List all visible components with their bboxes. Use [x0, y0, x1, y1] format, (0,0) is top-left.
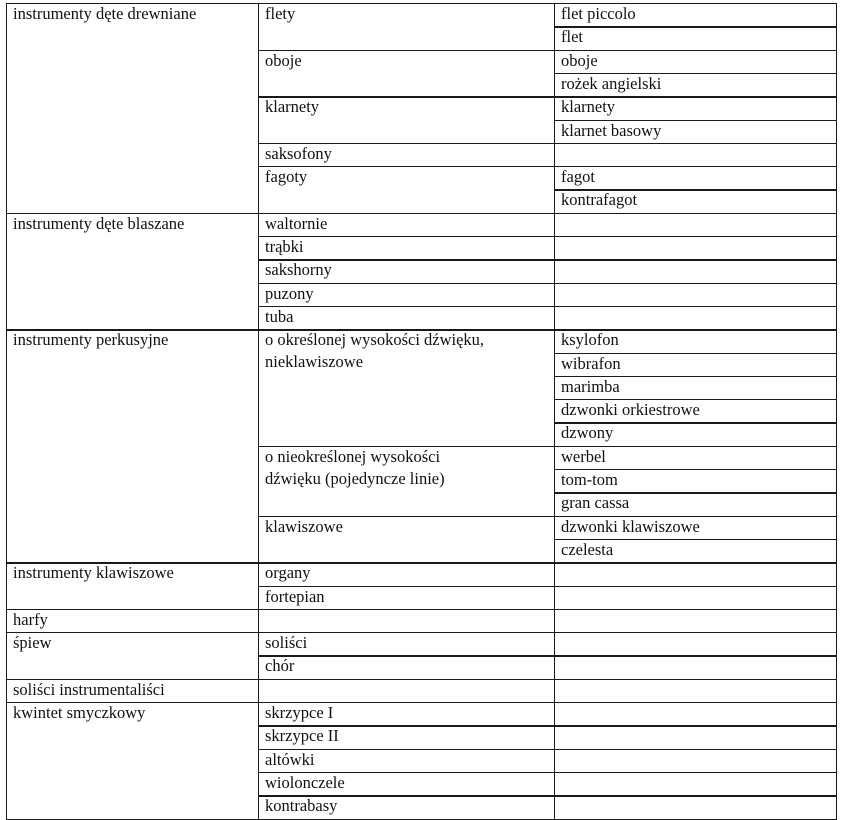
- subgroup-label: soliści: [265, 633, 308, 653]
- column-border: [6, 3, 7, 820]
- item-cell: rożek angielski: [561, 73, 662, 93]
- subgroup-label: kontrabasy: [265, 796, 338, 816]
- subgroup-label: flety: [265, 4, 296, 23]
- item-cell: marimba: [561, 376, 620, 396]
- subgroup-label: skrzypce II: [265, 726, 339, 746]
- subgroup-label: saksofony: [265, 143, 332, 163]
- subgroup-label: fortepian: [265, 586, 325, 606]
- item-cell: oboje: [561, 50, 598, 70]
- subgroup-label: tuba: [265, 306, 294, 326]
- item-cell: flet: [561, 27, 583, 47]
- subgroup-label: wiolonczele: [265, 772, 345, 792]
- group-label: instrumenty dęte blaszane: [13, 213, 185, 233]
- item-cell: kontrafagot: [561, 190, 638, 210]
- subgroup-label: oboje: [265, 50, 302, 70]
- item-cell: dzwony: [561, 423, 614, 443]
- subgroup-label: trąbki: [265, 237, 304, 256]
- group-label: śpiew: [13, 633, 52, 653]
- group-label: instrumenty perkusyjne: [13, 330, 169, 350]
- item-cell: klarnet basowy: [561, 120, 662, 140]
- item-cell: dzwonki orkiestrowe: [561, 400, 700, 420]
- group-label: instrumenty klawiszowe: [13, 563, 174, 583]
- item-cell: tom-tom: [561, 470, 618, 489]
- subgroup-label: fagoty: [265, 167, 308, 187]
- item-cell: werbel: [561, 446, 606, 466]
- column-border: [836, 3, 837, 820]
- item-cell: klarnety: [561, 97, 616, 117]
- subgroup-label: o określonej wysokości dźwięku, nieklawiszowe: [265, 330, 485, 372]
- group-label: instrumenty dęte drewniane: [13, 4, 197, 23]
- subgroup-label: waltornie: [265, 213, 328, 233]
- subgroup-label: organy: [265, 563, 311, 583]
- item-cell: flet piccolo: [561, 4, 636, 23]
- subgroup-label: sakshorny: [265, 260, 332, 280]
- item-cell: dzwonki klawiszowe: [561, 516, 700, 536]
- item-cell: gran cassa: [561, 493, 630, 513]
- column-border: [258, 3, 259, 820]
- group-label: kwintet smyczkowy: [13, 703, 146, 722]
- subgroup-label: chór: [265, 656, 295, 676]
- item-cell: ksylofon: [561, 330, 619, 350]
- subgroup-label: skrzypce I: [265, 703, 334, 722]
- subgroup-label: puzony: [265, 283, 314, 303]
- group-label: soliści instrumentaliści: [13, 679, 165, 699]
- item-cell: czelesta: [561, 539, 614, 559]
- subgroup-label: altówki: [265, 749, 315, 769]
- subgroup-label: klarnety: [265, 97, 320, 117]
- item-cell: wibrafon: [561, 353, 621, 373]
- subgroup-label: klawiszowe: [265, 516, 343, 536]
- group-label: harfy: [13, 609, 48, 629]
- subgroup-label: o nieokreślonej wysokości dźwięku (pojedyncze linie): [265, 446, 445, 488]
- column-border: [554, 3, 555, 820]
- item-cell: fagot: [561, 167, 595, 187]
